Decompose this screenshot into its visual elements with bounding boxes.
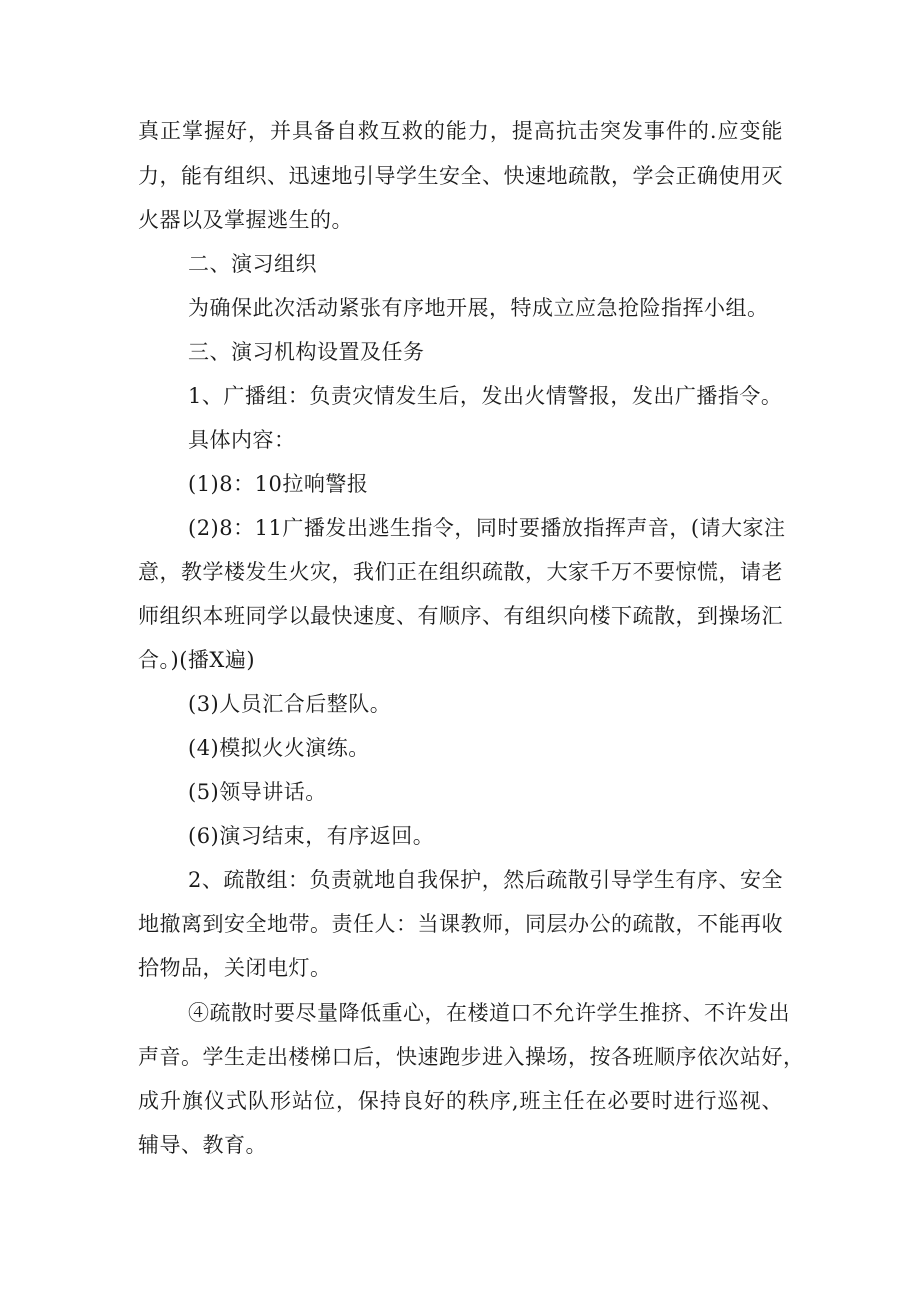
- list-item-evacuation-rule-4: ④疏散时要尽量降低重心，在楼道口不允许学生推挤、不许发出: [188, 1001, 790, 1025]
- paragraph-line-step-2-cont-1: 意，教学楼发生火灾，我们正在组织疏散，大家千万不要惊慌，请老: [138, 560, 783, 584]
- paragraph-line-3: 火器以及掌握逃生的。: [138, 208, 353, 232]
- paragraph-line-2: 力，能有组织、迅速地引导学生安全、快速地疏散，学会正确使用灭: [138, 164, 783, 188]
- paragraph-line-organization: 为确保此次活动紧张有序地开展，特成立应急抢险指挥小组。: [188, 296, 769, 320]
- list-item-step-5: (5)领导讲话。: [188, 780, 327, 804]
- paragraph-line-rule-4-cont-3: 辅导、教育。: [138, 1133, 267, 1157]
- list-item-step-4: (4)模拟火火演练。: [188, 736, 370, 760]
- list-item-broadcast-group: 1、广播组：负责灾情发生后，发出火情警报，发出广播指令。: [188, 384, 783, 408]
- list-item-step-2: (2)8：11广播发出逃生指令，同时要播放指挥声音，(请大家注: [188, 516, 786, 540]
- paragraph-line-step-2-cont-2: 师组织本班同学以最快速度、有顺序、有组织向楼下疏散，到操场汇: [138, 604, 783, 628]
- section-heading-structure: 三、演习机构设置及任务: [188, 340, 425, 364]
- paragraph-line-content: 具体内容：: [188, 428, 296, 452]
- list-item-step-3: (3)人员汇合后整队。: [188, 692, 392, 716]
- paragraph-line-1: 真正掌握好，并具备自救互救的能力，提高抗击突发事件的.应变能: [138, 119, 783, 143]
- list-item-step-6: (6)演习结束，有序返回。: [188, 824, 435, 848]
- section-heading-organization: 二、演习组织: [188, 252, 317, 276]
- paragraph-line-evacuation-cont-1: 地撤离到安全地带。责任人：当课教师，同层办公的疏散，不能再收: [138, 912, 783, 936]
- paragraph-line-rule-4-cont-1: 声音。学生走出楼梯口后，快速跑步进入操场，按各班顺序依次站好，: [138, 1045, 805, 1069]
- list-item-step-1: (1)8：10拉响警报: [188, 472, 369, 496]
- paragraph-line-evacuation-cont-2: 拾物品，关闭电灯。: [138, 956, 332, 980]
- list-item-evacuation-group: 2、疏散组：负责就地自我保护，然后疏散引导学生有序、安全: [188, 868, 783, 892]
- paragraph-line-step-2-cont-3: 合。)(播X遍): [138, 648, 256, 672]
- paragraph-line-rule-4-cont-2: 成升旗仪式队形站位，保持良好的秩序,班主任在必要时进行巡视、: [138, 1089, 783, 1113]
